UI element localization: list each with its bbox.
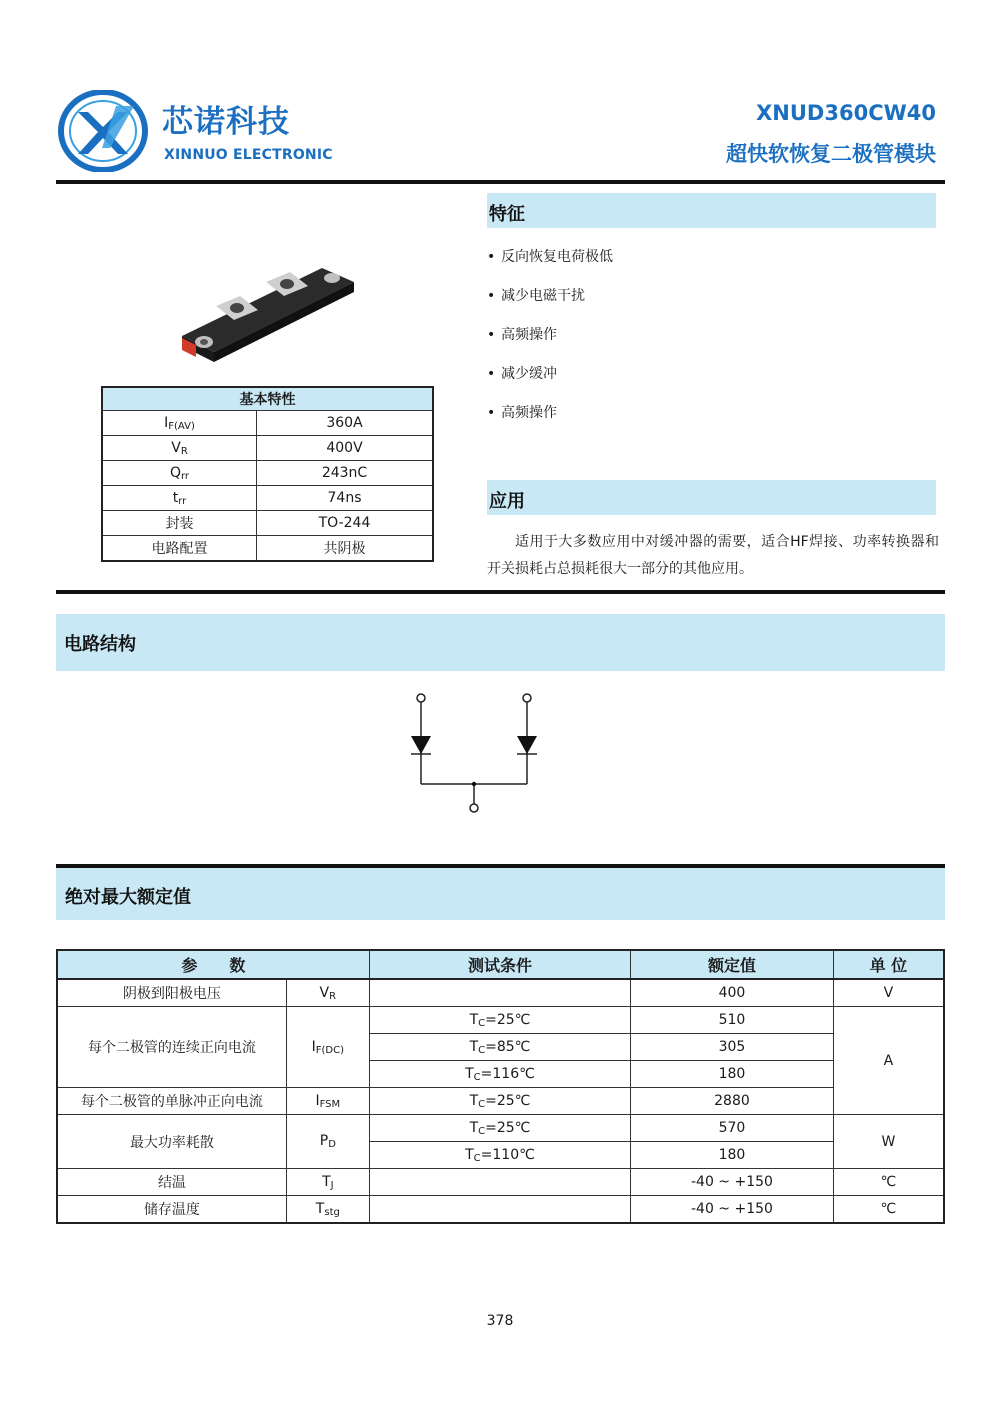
- cond-subscript: C: [473, 1071, 481, 1083]
- table-row: [102, 536, 433, 562]
- list-item: [487, 246, 613, 285]
- list-item: [487, 324, 613, 363]
- col-header-condition: 测试条件: [369, 950, 630, 979]
- param-symbol: T: [315, 1200, 325, 1217]
- list-item: [487, 285, 613, 324]
- param-value: 400V: [257, 436, 434, 461]
- cond-subscript: C: [478, 1125, 486, 1137]
- table-row: [102, 486, 433, 511]
- bullet-icon: •: [487, 366, 496, 382]
- brand-name-en: XINNUO ELECTRONIC: [164, 147, 333, 163]
- col-header-param: 参 数: [57, 950, 369, 979]
- col-header-value: 额定值: [631, 950, 834, 979]
- param-name: 阴极到阳极电压: [57, 979, 286, 1007]
- basic-characteristics-table: [101, 386, 434, 562]
- list-item: [487, 402, 613, 441]
- circuit-heading: 电路结构: [56, 614, 945, 671]
- param-value: 74ns: [257, 486, 434, 511]
- param-symbol: T: [322, 1173, 331, 1190]
- param-subscript: rr: [178, 495, 187, 507]
- param-symbol: V: [171, 439, 181, 456]
- rated-value: -40 ~ +150: [631, 1196, 834, 1224]
- param-symbol: V: [319, 984, 330, 1001]
- cond-symbol: T: [469, 1038, 479, 1055]
- bullet-icon: •: [487, 249, 496, 265]
- param-subscript: F(AV): [168, 420, 195, 432]
- param-value: 243nC: [257, 461, 434, 486]
- unit: W: [833, 1115, 944, 1169]
- feature-text: 减少电磁干扰: [501, 288, 585, 304]
- cond-text: =116℃: [480, 1065, 535, 1082]
- param-symbol: P: [319, 1133, 329, 1149]
- table-row: [102, 411, 433, 436]
- part-number: XNUD360CW40: [756, 101, 936, 125]
- product-title: 超快软恢复二极管模块: [726, 142, 936, 166]
- param-symbol: I: [315, 1092, 320, 1109]
- param-value: TO-244: [257, 511, 434, 536]
- param-subscript: J: [330, 1179, 334, 1191]
- brand-name-cn: 芯诺科技: [162, 104, 290, 140]
- features-list: [487, 246, 613, 441]
- test-condition: [369, 1196, 630, 1224]
- module-package-image: [172, 258, 362, 364]
- table-row: [57, 1169, 944, 1196]
- param-name: 结温: [57, 1169, 286, 1196]
- table-row: [102, 461, 433, 486]
- table-row: [57, 1115, 944, 1142]
- unit: ℃: [833, 1169, 944, 1196]
- param-symbol: I: [164, 414, 169, 431]
- unit: A: [833, 1007, 944, 1115]
- param-subscript: FSM: [319, 1098, 341, 1110]
- param-subscript: stg: [324, 1206, 340, 1218]
- param-name: 储存温度: [57, 1196, 286, 1224]
- ratings-heading: 绝对最大额定值: [56, 868, 945, 920]
- param-name: 最大功率耗散: [57, 1115, 286, 1169]
- col-header-unit: 单 位: [833, 950, 944, 979]
- test-condition: [369, 979, 630, 1007]
- features-heading: 特征: [487, 193, 936, 228]
- list-item: [487, 363, 613, 402]
- rated-value: 570: [631, 1115, 834, 1142]
- table-row: [102, 436, 433, 461]
- param-symbol: Q: [169, 464, 181, 481]
- section-divider: [56, 590, 945, 594]
- table-row: [57, 1007, 944, 1034]
- cond-subscript: C: [478, 1098, 486, 1110]
- circuit-diagram: [395, 686, 565, 816]
- unit: ℃: [833, 1196, 944, 1224]
- table-row: [57, 1196, 944, 1224]
- cond-text: =25℃: [485, 1011, 531, 1028]
- unit: V: [833, 979, 944, 1007]
- table-row: [57, 979, 944, 1007]
- header-divider: [56, 180, 945, 184]
- cond-text: =85℃: [485, 1038, 531, 1055]
- page-number: 378: [486, 1313, 514, 1329]
- bullet-icon: •: [487, 288, 496, 304]
- cond-symbol: T: [465, 1146, 474, 1163]
- param-subscript: R: [180, 445, 188, 457]
- max-ratings-table: [56, 949, 945, 1224]
- rated-value: 2880: [631, 1088, 834, 1115]
- param-label: 封装: [102, 511, 257, 536]
- rated-value: 180: [631, 1061, 834, 1088]
- cond-symbol: T: [469, 1011, 479, 1028]
- cond-symbol: T: [465, 1065, 474, 1082]
- cond-text: =25℃: [485, 1119, 531, 1136]
- cond-subscript: C: [478, 1017, 486, 1029]
- feature-text: 高频操作: [501, 327, 557, 343]
- basic-table-title: 基本特性: [102, 387, 433, 411]
- param-value: 360A: [257, 411, 434, 436]
- param-label: 电路配置: [102, 536, 257, 562]
- test-condition: [369, 1169, 630, 1196]
- rated-value: 400: [631, 979, 834, 1007]
- xinnuo-logo-icon: [58, 90, 148, 172]
- cond-symbol: T: [469, 1092, 479, 1109]
- param-value: 共阴极: [257, 536, 434, 562]
- bullet-icon: •: [487, 405, 496, 421]
- table-header-row: [57, 950, 944, 979]
- param-subscript: rr: [180, 470, 190, 482]
- param-subscript: R: [329, 990, 337, 1002]
- feature-text: 高频操作: [501, 405, 557, 421]
- cond-text: =110℃: [480, 1146, 535, 1163]
- param-subscript: F(DC): [315, 1044, 345, 1056]
- feature-text: 反向恢复电荷极低: [501, 249, 613, 265]
- param-name: 每个二极管的单脉冲正向电流: [57, 1088, 286, 1115]
- feature-text: 减少缓冲: [501, 366, 557, 382]
- rated-value: 510: [631, 1007, 834, 1034]
- param-symbol: t: [172, 489, 179, 506]
- table-row: [57, 1088, 944, 1115]
- param-name: 每个二极管的连续正向电流: [57, 1007, 286, 1088]
- rated-value: 305: [631, 1034, 834, 1061]
- cond-subscript: C: [473, 1152, 481, 1164]
- cond-text: =25℃: [485, 1092, 531, 1109]
- bullet-icon: •: [487, 327, 496, 343]
- param-subscript: D: [328, 1139, 336, 1150]
- rated-value: 180: [631, 1142, 834, 1169]
- application-text: 适用于大多数应用中对缓冲器的需要，适合HF焊接、功率转换器和开关损耗占总损耗很大一部分的其他应用。: [487, 534, 939, 577]
- application-heading: 应用: [487, 480, 936, 515]
- cond-symbol: T: [469, 1119, 479, 1136]
- param-symbol: I: [311, 1038, 316, 1055]
- cond-subscript: C: [478, 1044, 486, 1056]
- rated-value: -40 ~ +150: [631, 1169, 834, 1196]
- table-row: [102, 511, 433, 536]
